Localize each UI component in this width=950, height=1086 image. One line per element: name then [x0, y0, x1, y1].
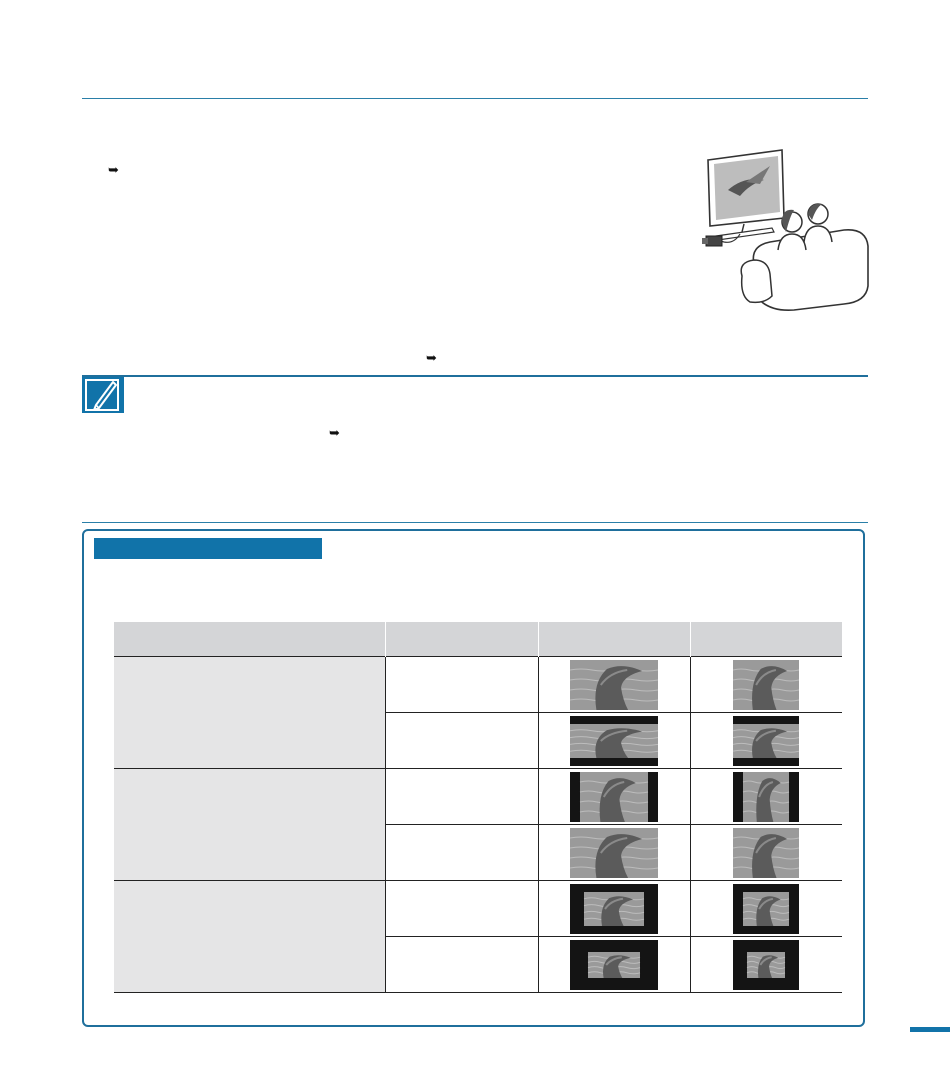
dolphin-preview-image: [733, 828, 799, 878]
dolphin-preview-image: [733, 772, 799, 822]
wide-preview-cell: [538, 881, 690, 937]
info-box-header: [94, 538, 322, 559]
dolphin-preview-image: [733, 716, 799, 766]
standard-preview-cell: [690, 937, 842, 993]
table-header-row: [114, 622, 842, 657]
dolphin-preview-image: [733, 660, 799, 710]
wide-preview-cell: [538, 937, 690, 993]
dolphin-preview-image: [570, 660, 658, 710]
dolphin-preview-image: [570, 884, 658, 934]
aspect-ratio-table: [114, 622, 842, 993]
table-row: [114, 881, 842, 937]
setting-cell: [385, 713, 538, 769]
dolphin-preview-image: [733, 884, 799, 934]
page-tab-marker: [910, 1027, 950, 1032]
section-rule: [82, 522, 868, 523]
tv-type-cell: [114, 881, 385, 993]
table-row: [114, 657, 842, 713]
tv-type-cell: [114, 657, 385, 769]
dolphin-preview-image: [570, 772, 658, 822]
note-pencil-icon: [82, 377, 124, 413]
setting-cell: [385, 881, 538, 937]
dolphin-preview-image: [570, 716, 658, 766]
dolphin-preview-image: [570, 828, 658, 878]
setting-cell: [385, 825, 538, 881]
setting-cell: [385, 657, 538, 713]
right-arrow-icon: ➥: [329, 426, 340, 441]
wide-preview-cell: [538, 769, 690, 825]
wide-preview-cell: [538, 713, 690, 769]
standard-preview-cell: [690, 713, 842, 769]
tv-viewers-illustration: [694, 146, 870, 318]
note-rule: [82, 375, 868, 377]
table-header-cell: [114, 622, 385, 657]
table-header-cell: [690, 622, 842, 657]
standard-preview-cell: [690, 881, 842, 937]
table-row: [114, 769, 842, 825]
right-arrow-icon: ➥: [108, 163, 119, 178]
dolphin-preview-image: [570, 940, 658, 990]
standard-preview-cell: [690, 769, 842, 825]
table-header-cell: [538, 622, 690, 657]
standard-preview-cell: [690, 825, 842, 881]
top-rule: [82, 98, 868, 99]
standard-preview-cell: [690, 657, 842, 713]
setting-cell: [385, 769, 538, 825]
wide-preview-cell: [538, 657, 690, 713]
wide-preview-cell: [538, 825, 690, 881]
dolphin-preview-image: [733, 940, 799, 990]
right-arrow-icon: ➥: [426, 351, 437, 366]
tv-type-cell: [114, 769, 385, 881]
table-header-cell: [385, 622, 538, 657]
setting-cell: [385, 937, 538, 993]
